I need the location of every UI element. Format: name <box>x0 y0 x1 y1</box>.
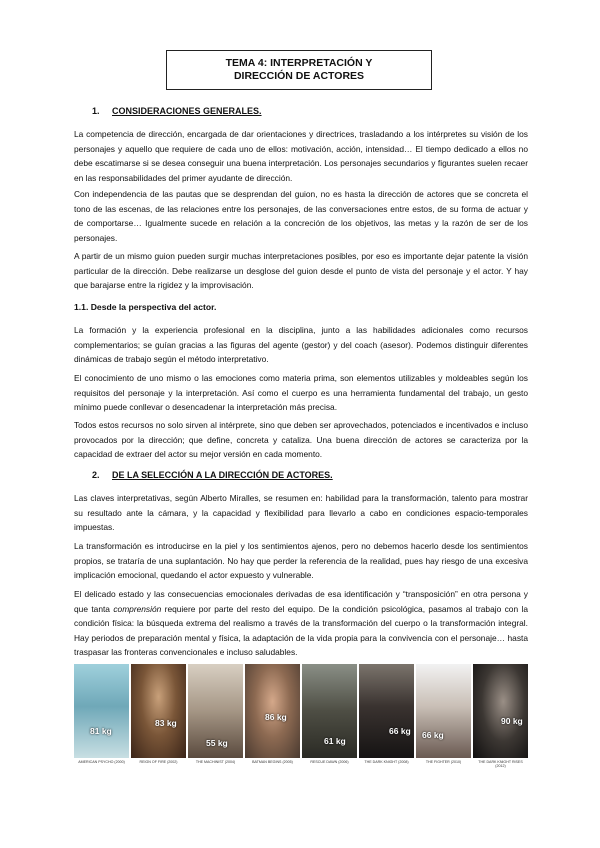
paragraph-3: A partir de un mismo guion pueden surgir muchas interpretaciones posibles, por eso es importante dejar patente la visión particular de la dirección. Debe realizarse un desglose del guion desde el punto de vista del personaje y el actor. Y hay que barajarse entre la rigidez y la improvisación. <box>74 251 528 291</box>
section-heading-1 <box>92 106 262 116</box>
weight-label: 90 kg <box>501 716 523 726</box>
weight-label: 55 kg <box>206 738 228 748</box>
weight-label: 83 kg <box>155 718 177 728</box>
paragraph-5: El conocimiento de uno mismo o las emociones como materia prima, son elementos utilizables y moldeables según los requisitos del personaje y la interpretación. Así como el cuerpo es una herramienta fundamental del trabajo, un gesto mínimo puede conllevar o desencadenar la interpretación más precisa. <box>74 373 528 413</box>
photo-1 <box>74 664 129 758</box>
section-label: DE LA SELECCIÓN A LA DIRECCIÓN DE ACTORES. <box>112 470 333 480</box>
photo-caption: THE FIGHTER (2010) <box>425 760 462 764</box>
paragraph-2: Con independencia de las pautas que se desprendan del guion, no es hasta la dirección de actores que se concreta el tono de las escenas, de las relaciones entre los personajes, de las conversaciones entre estos, de su forma de actuar y de comportarse… Igualmente sucede en relación a la concreción de los objetivos, las metas y la razón de ser de los personajes. <box>74 189 528 243</box>
photo-6 <box>359 664 414 758</box>
photo-5 <box>302 664 357 758</box>
paragraph-4: La formación y la experiencia profesional en la disciplina, junto a las habilidades adicionales como recursos complementarios; se guían gracias a las figuras del agente (gestor) y del coach (asesor). Podemos distinguir diferentes dinámicas de trabajo según el método interpretativo. <box>74 325 528 365</box>
paragraph-9-emphasis: comprensión <box>113 603 162 614</box>
photo-3 <box>188 664 243 758</box>
weight-label: 61 kg <box>324 736 346 746</box>
photo-7 <box>416 664 471 758</box>
paragraph-9-part-1: El delicado estado y las consecuencias emocionales derivadas de esa identificación y “transposición” en otra persona y que tanta <box>74 589 528 614</box>
weight-label: 66 kg <box>389 726 411 736</box>
paragraph-6: Todos estos recursos no solo sirven al intérprete, sino que deben ser aprovechados, potenciados e incentivados e incluso provocados por la dirección; que define, concreta y cataliza. Una buena dirección de actores se caracteriza por la capacidad de extraer del actor su mejor versión en cada momento. <box>74 420 528 460</box>
paragraph-9 <box>74 587 528 660</box>
photo-caption: RESCUE DAWN (2006) <box>310 760 349 764</box>
title-line-2: DIRECCIÓN DE ACTORES <box>233 70 365 82</box>
weight-label: 81 kg <box>90 726 112 736</box>
photo-4 <box>245 664 300 758</box>
section-label: CONSIDERACIONES GENERALES. <box>112 106 262 116</box>
paragraph-9-part-2: requiere por parte del resto del equipo. De la condición psicológica, pasamos al trabajo con la condición física: la búsqueda extrema del realismo a través de la transformación del cuerpo o la transformación integral. Hay periodos de preparación mental y física, la adaptación de la vida propia para la convivencia con el personaje… hasta traspasar las fronteras convencionales e incluso saludables. <box>74 603 528 658</box>
photo-captions <box>74 760 528 768</box>
weight-label: 66 kg <box>422 730 444 740</box>
paragraph-1: La competencia de dirección, encargada de dar orientaciones y directrices, trasladando a los intérpretes su visión de los personajes y aquello que requiere de cada uno de ellos: motivación, acción, intensidad… El tiempo dedicado a ellos no debe escatimarse si se desea conseguir una buena interpretación. Los personajes secundarios y figurantes suelen recaer en las responsabilidades del primer ayudante de dirección. <box>74 129 528 183</box>
paragraph-8: La transformación es introducirse en la piel y los sentimientos ajenos, pero no debemos hacerlo desde los sentimientos propios, se trataría de una suplantación. No hay que perder la referencia de la realidad, pues hay riesgo de una excesiva implicación emocional, quedando el actor expuesto y vulnerable. <box>74 541 528 581</box>
section-number: 2. <box>92 470 100 480</box>
photo-caption: THE DARK KNIGHT (2008) <box>364 760 409 764</box>
section-number: 1. <box>92 106 100 116</box>
subsection-heading: 1.1. Desde la perspectiva del actor. <box>74 302 217 312</box>
weight-label: 86 kg <box>265 712 287 722</box>
photo-8 <box>473 664 528 758</box>
transformation-photo-strip <box>74 664 528 758</box>
section-heading-2 <box>92 470 333 480</box>
photo-caption: THE MACHINIST (2004) <box>195 760 236 764</box>
photo-caption: THE DARK KNIGHT RISES (2012) <box>478 760 523 769</box>
document-title <box>166 50 432 90</box>
paragraph-7: Las claves interpretativas, según Alberto Miralles, se resumen en: habilidad para la transformación, talento para mostrar su resultado ante la cámara, y la capacidad y flexibilidad para llevarlo a cabo en condiciones espacio-temporales impuestas. <box>74 493 528 533</box>
photo-caption: BATMAN BEGINS (2005) <box>252 760 293 764</box>
photo-caption: REIGN OF FIRE (2002) <box>139 760 178 764</box>
photo-2 <box>131 664 186 758</box>
photo-caption: AMERICAN PSYCHO (2000) <box>78 760 125 764</box>
title-line-1: TEMA 4: INTERPRETACIÓN Y <box>225 57 373 69</box>
